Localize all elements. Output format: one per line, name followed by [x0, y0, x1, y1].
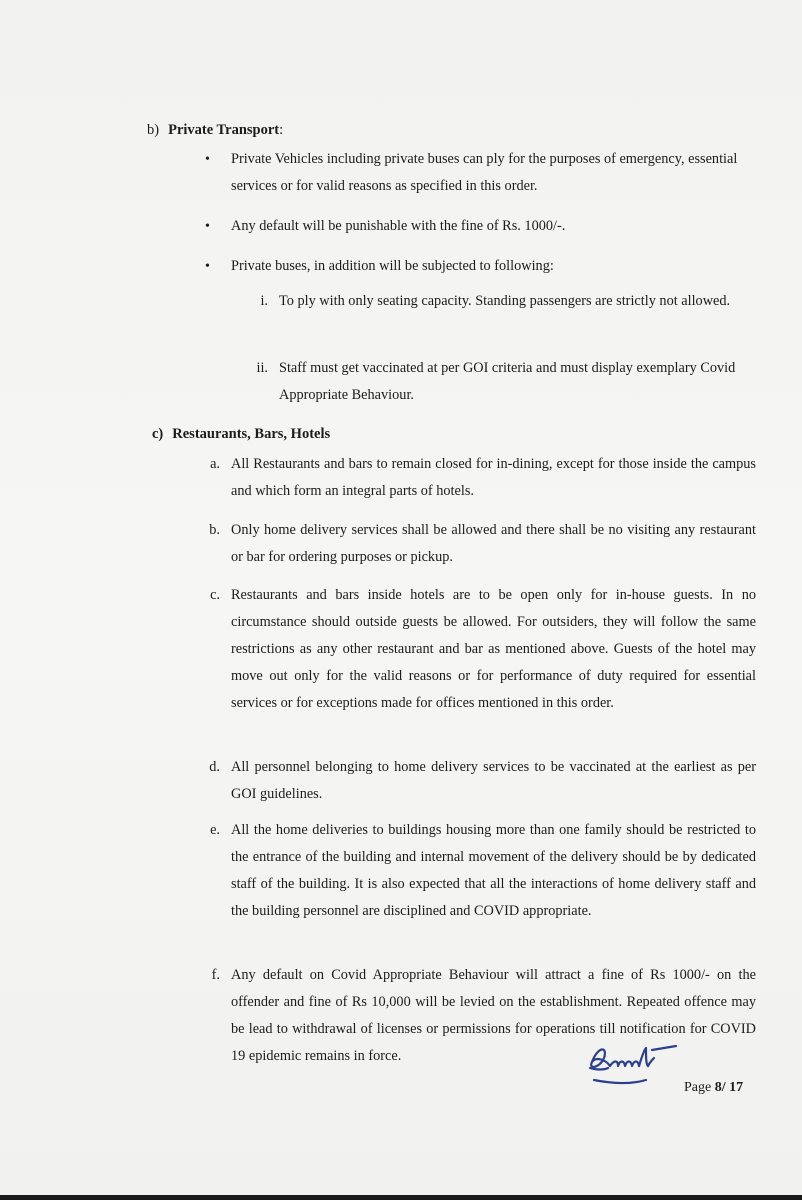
list-item-marker: b.	[209, 522, 220, 538]
section-b-letter: b)	[147, 122, 160, 138]
bullet-item-text: Private Vehicles including private buses can ply for the purposes of emergency, essential services or for valid reasons as specified in this order.	[231, 151, 738, 194]
list-item-text: All Restaurants and bars to remain closed for in-dining, except for those inside the campus and which form an integral parts of hotels.	[231, 456, 756, 499]
section-c-letter: c)	[152, 426, 164, 442]
list-item-marker: e.	[210, 822, 220, 838]
bullet-symbol: •	[205, 259, 210, 274]
subitem-text: To ply with only seating capacity. Standing passengers are strictly not allowed.	[279, 293, 731, 309]
section-c-heading	[152, 425, 330, 443]
page-number	[684, 1079, 743, 1097]
section-b-heading	[147, 121, 283, 139]
bullet-item-text: Private buses, in addition will be subjected to following:	[231, 258, 554, 274]
page-number-total: 17	[729, 1080, 744, 1095]
list-item-text: All the home deliveries to buildings housing more than one family should be restricted to the entrance of the building and internal movement of the delivery should be by dedicated staff of the building. It is also expected that all the interactions of home delivery staff and the building personnel are disciplined and COVID appropriate.	[231, 822, 756, 919]
page-number-separator: /	[721, 1080, 730, 1095]
list-item-text: Restaurants and bars inside hotels are to be open only for in-house guests. In no circumstance should outside guests be allowed. For outsiders, they will follow the same restrictions as any other restaurant and bar as mentioned above. Guests of the hotel may move out only for the valid reasons or for performance of duty required for essential services or for exceptions made for offices mentioned in this order.	[231, 587, 756, 711]
section-c-title: Restaurants, Bars, Hotels	[172, 426, 331, 442]
subitem-text: Staff must get vaccinated at per GOI criteria and must display exemplary Covid Appropriate Behaviour.	[279, 360, 736, 403]
list-item-marker: f.	[211, 967, 220, 983]
list-item-marker: d.	[209, 759, 220, 775]
section-b-colon: :	[279, 122, 284, 138]
list-item-text: Any default on Covid Appropriate Behaviour will attract a fine of Rs 1000/- on the offender and fine of Rs 10,000 will be levied on the establishment. Repeated offence may be lead to withdrawal of licenses or permissions for operations till notification for COVID 19 epidemic remains in force.	[231, 967, 756, 1064]
list-item-text: Only home delivery services shall be allowed and there shall be no visiting any restaurant or bar for ordering purposes or pickup.	[231, 522, 756, 565]
subitem-marker: ii.	[256, 360, 268, 376]
bullet-item-text: Any default will be punishable with the fine of Rs. 1000/-.	[231, 218, 566, 234]
subitem-marker: i.	[260, 293, 268, 309]
list-item-text: All personnel belonging to home delivery services to be vaccinated at the earliest as per GOI guidelines.	[231, 759, 756, 802]
list-item-marker: a.	[210, 456, 220, 472]
bullet-symbol: •	[205, 152, 210, 167]
bullet-symbol: •	[205, 219, 210, 234]
section-b-title: Private Transport	[168, 122, 280, 138]
page-number-label: Page	[684, 1080, 715, 1095]
page-bottom-edge	[0, 1195, 802, 1200]
list-item-marker: c.	[210, 587, 220, 603]
page-number-current: 8	[714, 1080, 722, 1095]
